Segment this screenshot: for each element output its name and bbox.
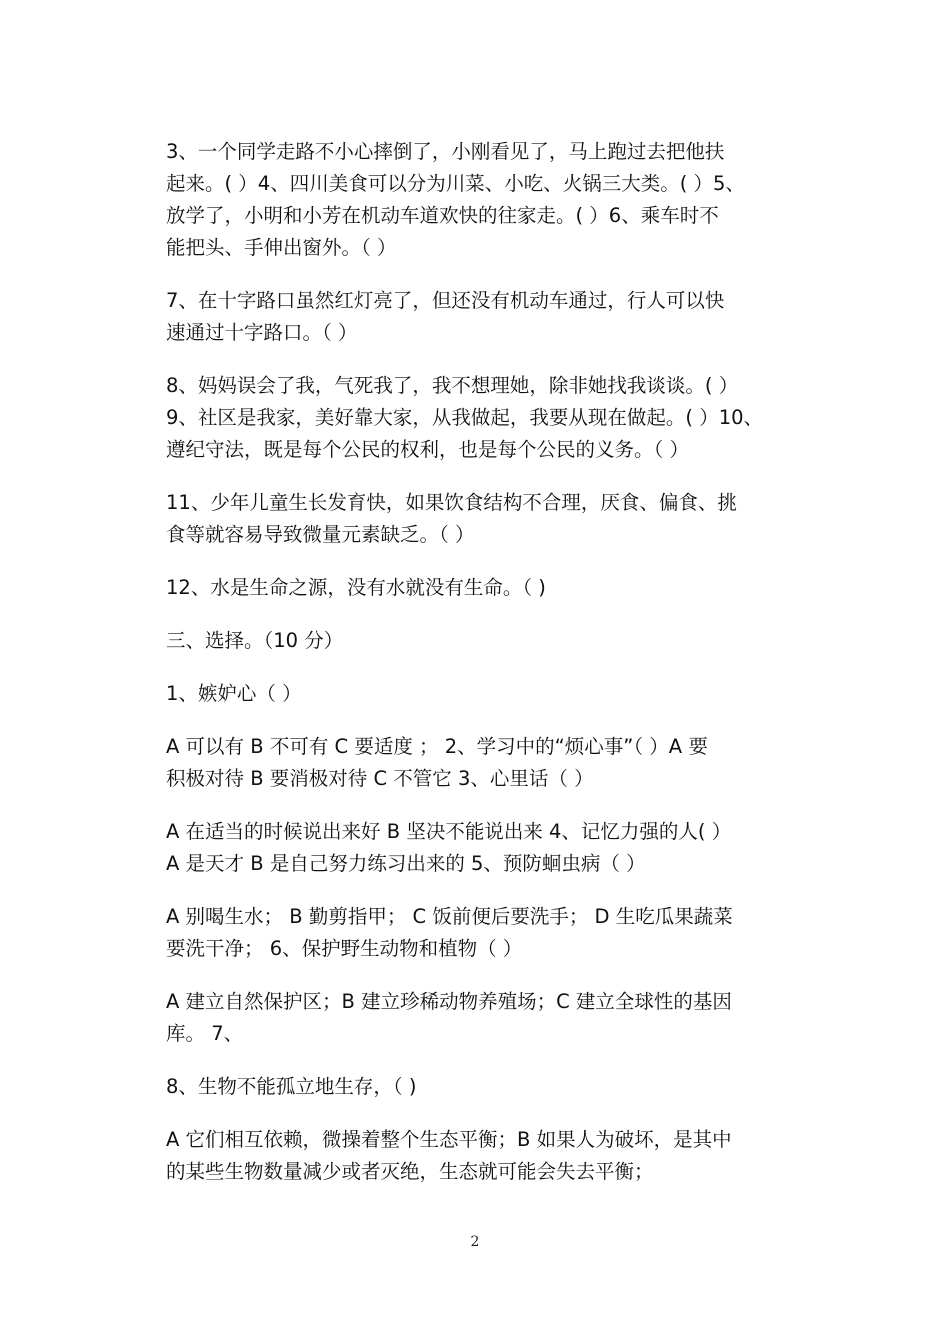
question-paragraph (166, 901, 786, 965)
text-line: 的某些生物数量减少或者灭绝，生态就可能会失去平衡； (166, 1160, 654, 1183)
question-paragraph (166, 285, 786, 349)
text-line: 速通过十字路口。（ ） (166, 321, 358, 344)
question-paragraph (166, 731, 786, 795)
text-line: 起来。( ）4、四川美食可以分为川菜、小吃、火锅三大类。( ）5、 (166, 172, 745, 195)
question-paragraph (166, 1071, 786, 1103)
text-line: 放学了，小明和小芳在机动车道欢快的往家走。( ）6、乘车时不 (166, 204, 719, 227)
text-line: A 是天才 B 是自己努力练习出来的 5、预防蛔虫病（ ） (166, 852, 646, 875)
page-number: 2 (470, 1234, 480, 1250)
text-line: 12、水是生命之源，没有水就没有生命。（ ) (166, 576, 546, 599)
question-paragraph (166, 136, 786, 264)
question-paragraph (166, 487, 786, 551)
question-paragraph (166, 1124, 786, 1188)
text-line: A 在适当的时候说出来好 B 坚决不能说出来 4、记忆力强的人( ） (166, 820, 732, 843)
text-line: 三、选择。（10 分） (166, 629, 344, 652)
text-line: 遵纪守法，既是每个公民的权利，也是每个公民的义务。（ ） (166, 438, 689, 461)
text-line: 8、妈妈误会了我，气死我了，我不想理她，除非她找我谈谈。( ） (166, 374, 739, 397)
text-line: 9、社区是我家，美好靠大家，从我做起，我要从现在做起。( ）10、 (166, 406, 764, 429)
question-paragraph (166, 572, 786, 604)
text-line: 要洗干净； 6、保护野生动物和植物（ ） (166, 937, 523, 960)
text-line: A 它们相互依赖，微操着整个生态平衡；B 如果人为破坏，是其中 (166, 1128, 732, 1151)
text-line: 7、在十字路口虽然红灯亮了，但还没有机动车通过，行人可以快 (166, 289, 725, 312)
text-line: 1、嫉妒心（ ） (166, 682, 302, 705)
question-paragraph (166, 986, 786, 1050)
question-paragraph (166, 370, 786, 466)
question-paragraph (166, 816, 786, 880)
text-line: 食等就容易导致微量元素缺乏。（ ） (166, 523, 475, 546)
text-line: A 别喝生水； B 勤剪指甲； C 饭前便后要洗手； D 生吃瓜果蔬菜 (166, 905, 733, 928)
page-content (166, 136, 786, 1209)
text-line: A 可以有 B 不可有 C 要适度 ； 2、学习中的“烦心事”（ ）A 要 (166, 735, 708, 758)
text-line: 11、少年儿童生长发育快，如果饮食结构不合理，厌食、偏食、挑 (166, 491, 737, 514)
section-heading (166, 625, 786, 657)
text-line: A 建立自然保护区；B 建立珍稀动物养殖场；C 建立全球性的基因 (166, 990, 732, 1013)
text-line: 库。 7、 (166, 1022, 244, 1045)
text-line: 8、生物不能孤立地生存，（ ) (166, 1075, 417, 1098)
text-line: 3、一个同学走路不小心摔倒了，小刚看见了，马上跑过去把他扶 (166, 140, 725, 163)
text-line: 积极对待 B 要消极对待 C 不管它 3、心里话（ ） (166, 767, 594, 790)
text-line: 能把头、手伸出窗外。（ ） (166, 236, 397, 259)
question-paragraph (166, 678, 786, 710)
